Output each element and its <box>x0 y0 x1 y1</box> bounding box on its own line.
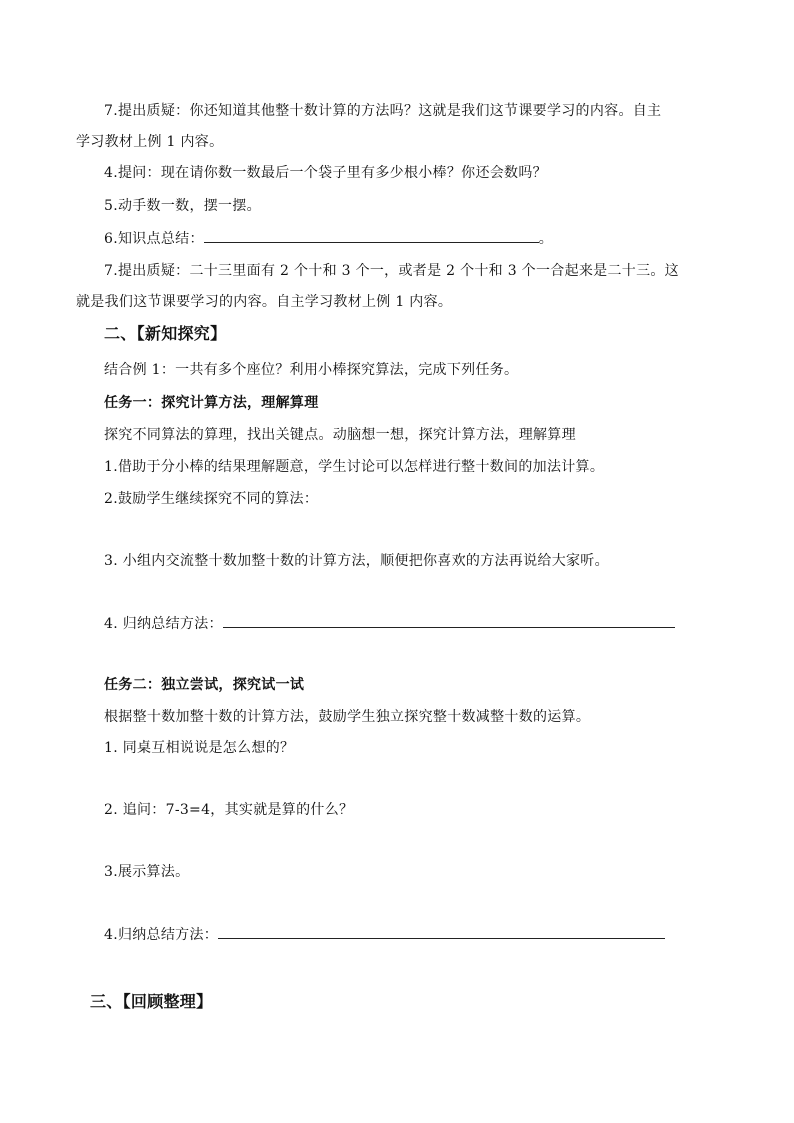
task2-description: 根据整十数加整十数的计算方法，鼓励学生独立探究整十数减整十数的运算。 <box>104 709 591 725</box>
task2-item-2: 2. 追问：7-3=4，其实就是算的什么？ <box>104 802 354 818</box>
paragraph-6-summary <box>104 228 553 249</box>
paragraph-7b-line2: 就是我们这节课要学习的内容。自主学习教材上例 1 内容。 <box>76 294 453 310</box>
task1-item-2: 2.鼓励学生继续探究不同的算法： <box>104 491 319 507</box>
task1-item-4 <box>104 613 675 634</box>
task1-title: 任务一：探究计算方法，理解算理 <box>104 395 319 411</box>
task1-item-3: 3. 小组内交流整十数加整十数的计算方法，顺便把你喜欢的方法再说给大家听。 <box>104 553 609 569</box>
section-heading-review: 三、【回顾整理】 <box>90 992 213 1011</box>
paragraph-7b-line1: 7.提出质疑：二十三里面有 2 个十和 3 个一，或者是 2 个十和 3 个一合起来是二十三。这 <box>104 263 679 279</box>
task2-method-blank[interactable] <box>218 924 665 939</box>
task2-method-label: 4.归纳总结方法： <box>104 927 219 943</box>
summary-label: 6.知识点总结： <box>104 231 204 247</box>
paragraph-7-question-line1: 7.提出质疑：你还知道其他整十数计算的方法吗？这就是我们这节课要学习的内容。自主 <box>104 103 662 119</box>
paragraph-5-hands-on: 5.动手数一数，摆一摆。 <box>104 198 261 214</box>
task1-description: 探究不同算法的算理，找出关键点。动脑想一想，探究计算方法，理解算理 <box>104 427 576 443</box>
section-heading-new-knowledge: 二、【新知探究】 <box>104 324 227 343</box>
task2-item-4 <box>104 924 665 945</box>
paragraph-4-ask: 4.提问：现在请你数一数最后一个袋子里有多少根小棒？你还会数吗？ <box>104 165 547 181</box>
task2-item-1: 1. 同桌互相说说是怎么想的？ <box>104 740 295 756</box>
example-intro: 结合例 1：一共有多个座位？利用小棒探究算法，完成下列任务。 <box>104 362 519 378</box>
paragraph-7-question-line2: 学习教材上例 1 内容。 <box>76 134 224 150</box>
task1-method-blank[interactable] <box>223 613 675 628</box>
task2-title: 任务二：独立尝试，探究试一试 <box>104 677 305 693</box>
task1-item-1: 1.借助于分小棒的结果理解题意，学生讨论可以怎样进行整十数间的加法计算。 <box>104 459 605 475</box>
summary-blank[interactable] <box>204 228 539 243</box>
task2-item-3: 3.展示算法。 <box>104 864 190 880</box>
task1-method-label: 4. 归纳总结方法： <box>104 616 223 632</box>
summary-end: 。 <box>538 231 554 247</box>
